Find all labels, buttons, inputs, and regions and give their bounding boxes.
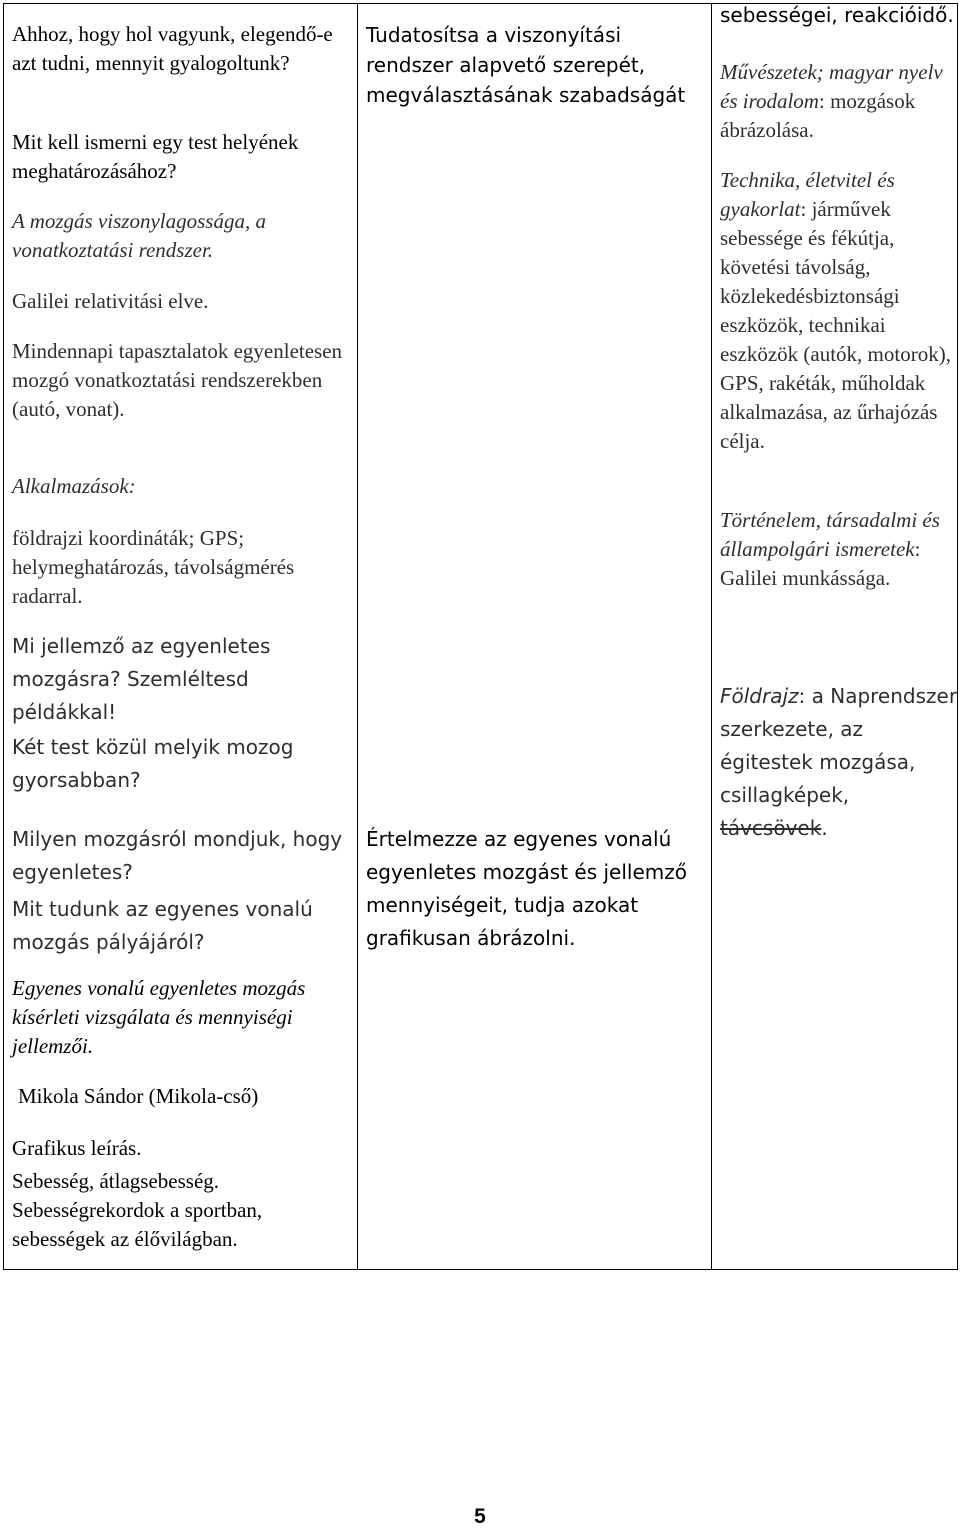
technology-label: Technika, életvitel és gyakorlat — [720, 168, 895, 221]
topic-velocity: Sebesség, átlagsebesség. — [12, 1169, 220, 1193]
geography-end: . — [821, 816, 828, 840]
arts-text: : mozgások ábrázolása. — [720, 89, 916, 142]
connection-reaction-time: sebességei, reakcióidő. — [720, 3, 954, 27]
topic-everyday-experiences: Mindennapi tapasztalatok egyenletesen mozgó vonatkoztatási rendszerekben (autó, vonat). — [12, 339, 343, 421]
question-position: Mit kell ismerni egy test helyének meghatározásához? — [12, 130, 299, 183]
connection-geography — [720, 680, 960, 845]
topic-mikola: Mikola Sándor (Mikola-cső) — [18, 1084, 259, 1108]
topic-graphical: Grafikus leírás. — [12, 1136, 142, 1160]
topic-galilei-relativity: Galilei relativitási elve. — [12, 289, 209, 313]
curriculum-table — [3, 3, 958, 1270]
topic-speed-records: Sebességrekordok a sportban, sebességek az élővilágban. — [12, 1198, 263, 1251]
connection-history — [720, 506, 960, 593]
question-uniform-motion: Mi jellemző az egyenletes mozgásra? Szemléltesd példákkal! — [12, 634, 271, 724]
topic-relativity-of-motion: A mozgás viszonylagossága, a vonatkoztatási rendszer. — [12, 209, 266, 262]
page-number: 5 — [474, 1505, 486, 1528]
connections-column — [712, 4, 957, 1269]
telescopes-struck: távcsövek — [720, 816, 822, 840]
topics-column — [4, 4, 358, 1269]
goal-uniform-motion: Értelmezze az egyenes vonalú egyenletes mozgást és jellemző mennyiségeit, tudja azokat grafikusan ábrázolni. — [366, 827, 687, 950]
question-where-are-we: Ahhoz, hogy hol vagyunk, elegendő-e azt tudni, mennyit gyalogoltunk? — [12, 22, 333, 75]
question-when-uniform: Milyen mozgásról mondjuk, hogy egyenletes? — [12, 827, 343, 884]
arts-label: Művészetek; magyar nyelv és irodalom — [720, 60, 943, 113]
question-straight-path: Mit tudunk az egyenes vonalú mozgás pályájáról? — [12, 897, 313, 954]
geography-label: Földrajz — [720, 684, 799, 708]
goal-reference-frame: Tudatosítsa a viszonyítási rendszer alapvető szerepét, megválasztásának szabadságát — [366, 23, 686, 107]
connection-arts — [720, 58, 960, 145]
question-which-faster: Két test közül melyik mozog gyorsabban? — [12, 735, 294, 792]
technology-text: : járművek sebessége és fékútja, követési távolság, közlekedésbiztonsági eszközök, technikai eszközök (autók, motorok), GPS, rakéták, műholdak alkalmazása, az űrhajózás célja. — [720, 197, 951, 453]
applications-text: földrajzi koordináták; GPS; helymeghatározás, távolságmérés radarral. — [12, 526, 295, 608]
applications-label: Alkalmazások: — [12, 474, 136, 498]
connection-technology — [720, 166, 960, 456]
topic-experimental-study: Egyenes vonalú egyenletes mozgás kísérleti vizsgálata és mennyiségi jellemzői. — [12, 976, 306, 1058]
history-text: : Galilei munkássága. — [720, 537, 921, 590]
geography-text: : a Naprendszer szerkezete, az égitestek mozgása, csillagképek, — [720, 684, 958, 807]
history-label: Történelem, társadalmi és állampolgári ismeretek — [720, 508, 940, 561]
goals-column — [358, 4, 712, 1269]
